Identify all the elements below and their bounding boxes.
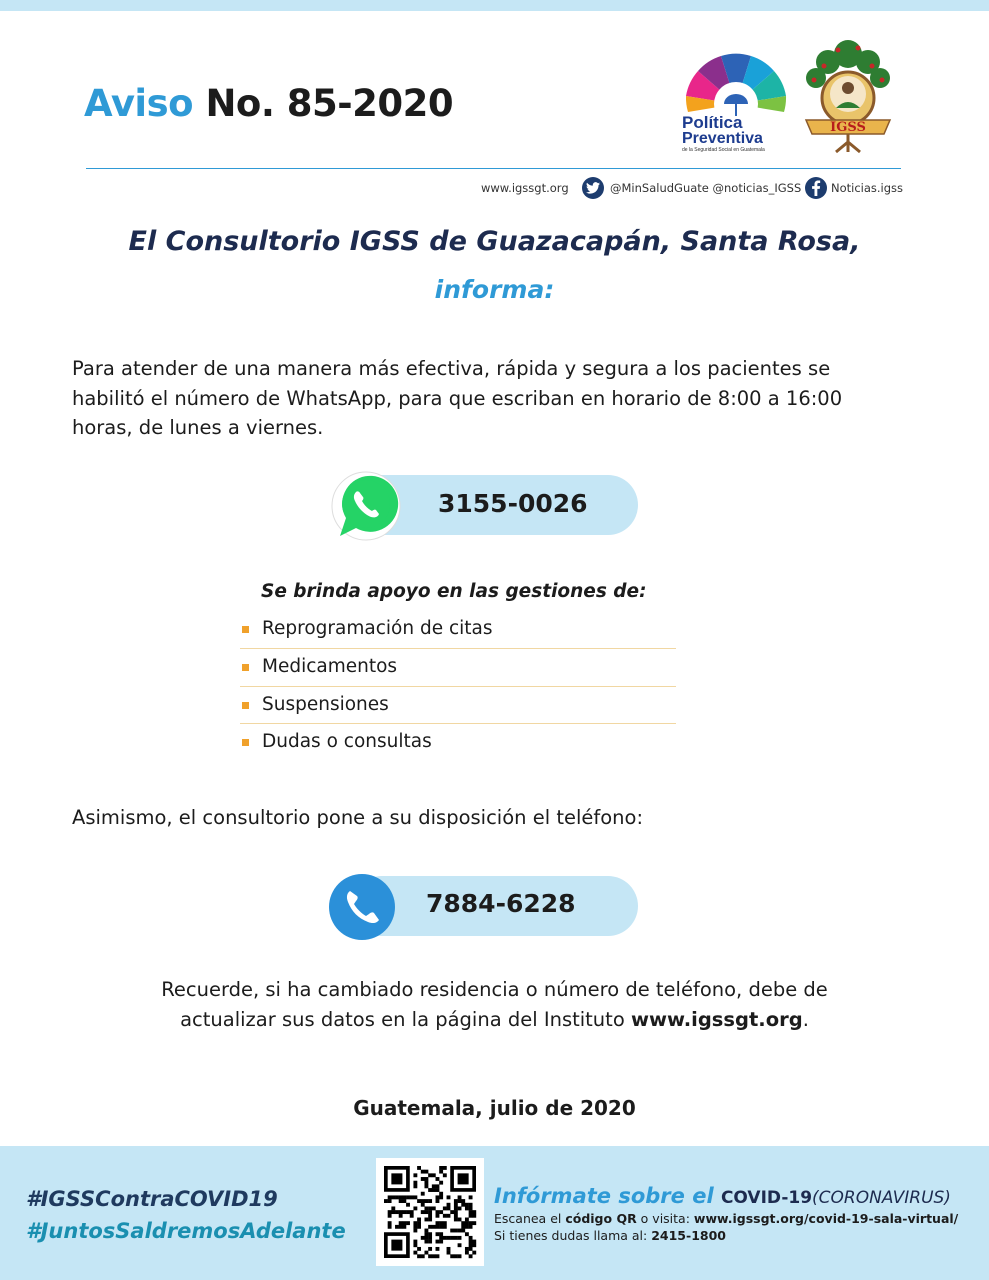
qr-code-icon[interactable] [376,1158,484,1266]
twitter-text: @MinSaludGuate @noticias_IGSS [610,181,802,195]
notice-word: Aviso [84,82,194,125]
bullet-icon [242,739,249,746]
logo-text-igss: IGSS [830,120,866,135]
intro-line: horas, de lunes a viernes. [72,416,324,439]
logo-text-politica: Política [682,113,743,132]
twitter-icon [582,177,604,199]
hashtag-igss[interactable]: #IGSSContraCOVID19 [26,1187,278,1211]
facebook-text: Noticias.igss [831,181,904,195]
phone-number: 7884-6228 [426,889,576,918]
list-item: Dudas o consultas [240,724,676,761]
support-title: Se brinda apoyo en las gestiones de: [261,581,647,602]
twitter-handles[interactable] [582,177,801,199]
doubts-phone-number[interactable]: 2415-1800 [651,1228,726,1243]
phone-icon [328,873,396,941]
top-band [0,0,989,11]
intro-paragraph [72,354,932,443]
whatsapp-number: 3155-0026 [438,489,588,518]
main-heading: El Consultorio IGSS de Guazacapán, Santa Rosa, [128,226,861,257]
bullet-icon [242,702,249,709]
notice-number: No. 85-2020 [205,82,454,125]
bullet-icon [242,626,249,633]
list-item: Medicamentos [240,649,676,687]
phone-intro: Asimismo, el consultorio pone a su disposición el teléfono: [72,806,644,829]
facebook-icon [805,177,827,199]
list-item: Reprogramación de citas [240,611,676,649]
logo-text-sub: de la Seguridad Social en Guatemala [682,147,765,153]
hashtag-juntos[interactable]: #JuntosSaldremosAdelante [26,1219,346,1243]
website-link[interactable]: www.igssgt.org [481,181,569,195]
scan-instructions: Escanea el código QR o visita: www.igssgt.org/covid-19-sala-virtual/ [494,1211,959,1226]
intro-line: Para atender de una manera más efectiva, rápida y segura a los pacientes se [72,357,831,380]
igss-logo [798,36,898,156]
politica-preventiva-logo [676,42,796,154]
support-list [240,611,676,761]
reminder-line: actualizar sus datos en la página del Instituto www.igssgt.org. [180,1007,809,1031]
covid-info-title: Infórmate sobre el COVID-19(CORONAVIRUS) [494,1184,951,1208]
bullet-icon [242,664,249,671]
date-line: Guatemala, julio de 2020 [353,1096,636,1120]
covid-url[interactable]: www.igssgt.org/covid-19-sala-virtual/ [693,1211,959,1226]
reminder-text [0,975,989,1034]
sub-heading: informa: [434,275,555,304]
header-divider [86,168,901,169]
intro-line: habilitó el número de WhatsApp, para que escriban en horario de 8:00 a 16:00 [72,386,843,410]
logo-text-preventiva: Preventiva [682,130,763,147]
notice-title [84,82,453,125]
website-link-bold[interactable]: www.igssgt.org [630,1007,803,1031]
list-item: Suspensiones [240,687,676,725]
doubts-phone: Si tienes dudas llama al: 2415-1800 [494,1228,726,1243]
whatsapp-icon [328,466,404,542]
facebook-page[interactable] [805,177,903,199]
reminder-line: Recuerde, si ha cambiado residencia o número de teléfono, debe de [161,978,828,1001]
